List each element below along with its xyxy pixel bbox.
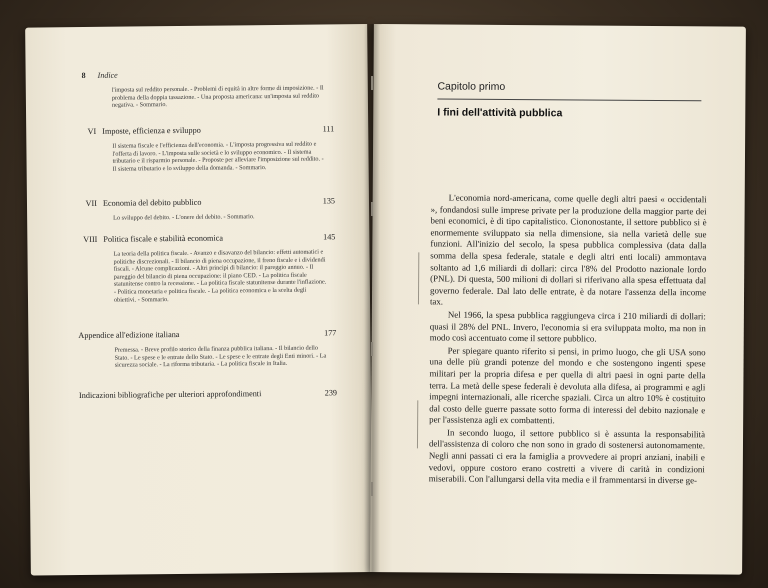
index-entry-appendix [78, 328, 336, 369]
entry-title: Politica fiscale e stabilità economica [103, 233, 224, 244]
entry-page: 111 [322, 124, 335, 134]
entry-page: 135 [322, 196, 336, 206]
entry-page: 177 [324, 328, 337, 338]
chapter-numeral: VIII [83, 234, 98, 244]
body-paragraph: L'economia nord-americana, come quelle degli altri paesi « occidentali », fondandosi sulle imprese private per la produzione della maggior parte dei beni economici, è di tipo capitalistico. Ciononostante, il settore pubblico si è enormemente sviluppato sia nella dimensione, sia nella varietà delle sue funzioni. All'inizio del secolo, la spesa pubblica complessiva (data dalla somma della spesa federale, statale e degli altri enti locali) ammontava soltanto ad 1,6 miliardi di dollari: circa l'8% del Prodotto nazionale lordo (PNL). Di questa, 500 milioni di dollari si riferivano alla spesa effettuata dal governo federale. Dal lato delle entrate, è da notare l'assenza della income tax. [429, 192, 707, 307]
chapter-numeral: VI [87, 126, 97, 136]
chapter-body [429, 192, 707, 488]
binding-stitch [371, 202, 373, 216]
right-page-chapter [370, 24, 746, 575]
entry-page: 145 [323, 232, 336, 242]
entry-description: Lo sviluppo del debito. - L'onere del debito. - Sommario. [113, 213, 255, 222]
binding-stitch [371, 342, 373, 356]
entry-title: Imposte, efficienza e sviluppo [102, 125, 201, 136]
index-entry-vi [76, 124, 334, 173]
pencil-margin-mark [417, 400, 418, 448]
chapter-rule [437, 98, 701, 101]
open-book [28, 24, 746, 572]
running-header [82, 71, 118, 80]
page-number: 8 [81, 70, 86, 81]
index-entry-continued [76, 84, 334, 109]
body-paragraph: In secondo luogo, il settore pubblico si è assunta la responsabilità dell'assistenza di coloro che non sono in grado di sostenersi autonomamente. Negli anni passati ci era la famiglia a provvedere ai propri anziani, inabili e vedovi, oppure costoro erano costretti a vivere di carità in condizioni miserabili. Con l'allungarsi della vita media e il frammentarsi in diverse ge- [428, 427, 706, 486]
entry-description: Il sistema fiscale e l'efficienza dell'economia. - L'imposta progressiva sul reddito e l'offerta di lavoro. - L'imposta sulle società e lo sviluppo economico. - Il sistema tributario e il risparmio personale. - Proposte per alleviare l'imposizione sul reddito. - Il sistema tributario e lo sviluppo della domanda. - Sommario. [112, 140, 324, 173]
entry-title: Indicazioni bibliografiche per ulteriori approfondimenti [78, 389, 262, 401]
binding-stitch [371, 482, 373, 496]
entry-description: l'imposta sul reddito personale. - Problemi di equità in altre forme di imposizione. - Il problema della doppia tassazione. - Una proposta americana: un'imposta sul reddito negativa. - Sommario. [111, 84, 324, 109]
running-head-title: Indice [97, 70, 118, 80]
binding-stitch [371, 76, 373, 90]
pencil-margin-mark [418, 252, 419, 304]
chapter-label: Capitolo primo [437, 80, 506, 93]
entry-title: Appendice all'edizione italiana [78, 329, 180, 341]
entry-description: La teoria della politica fiscale. - Avanzo e disavanzo del bilancio: effetti automatici e politiche discrezionali. - Il bilancio di piena occupazione, il freno fiscale e i dividendi fiscali. - Alcune complicazioni. - Altri principi di bilancio: il pareggio annuo. - Il pareggio del bilancio di piena occupazione: il piano CED. - La politica fiscale statunitense contro la recessione. - La politica fiscale statunitense durante l'inflazione. - Politica monetaria e politica fiscale. - La politica economica e la scelta degli obiettivi. - Sommario. [113, 248, 327, 304]
index-entry-bibliography [79, 388, 337, 401]
body-paragraph: Nel 1966, la spesa pubblica raggiungeva circa i 210 miliardi di dollari: quasi il 28% del PNL. Invero, l'economia si era sviluppata molto, ma non in modo così accentuato come il settore pubblico. [429, 309, 706, 344]
entry-title: Economia del debito pubblico [102, 197, 202, 208]
index-entry-viii [77, 232, 336, 304]
chapter-title: I fini dell'attività pubblica [437, 106, 563, 120]
entry-description: Premessa. - Breve profilo storico della finanza pubblica italiana. - Il bilancio dello Stato. - Le spese e le entrate dello Stato. - Le spese e le entrate degli Enti minori. - La sicurezza sociale. - La riforma tributaria. - La politica fiscale in Italia. [114, 344, 327, 369]
entry-page: 239 [324, 388, 338, 398]
index-entry-vii [77, 196, 335, 222]
left-page-index [25, 24, 373, 576]
chapter-numeral: VII [85, 198, 98, 208]
body-paragraph: Per spiegare quanto riferito si pensi, in primo luogo, che gli USA sono una delle più grandi potenze del mondo e che sostengono ingenti spese militari per la propria difesa e per quella di altri paesi in ogni parte della terra. La metà delle spese federali è devoluta alla difesa, ai programmi e agli impegni internazionali, alle ricerche spaziali. Circa un altro 10% è costituito dal costo delle guerre passate sotto forma di interessi del debito nazionale e per l'assistenza agli ex combattenti. [429, 345, 706, 426]
